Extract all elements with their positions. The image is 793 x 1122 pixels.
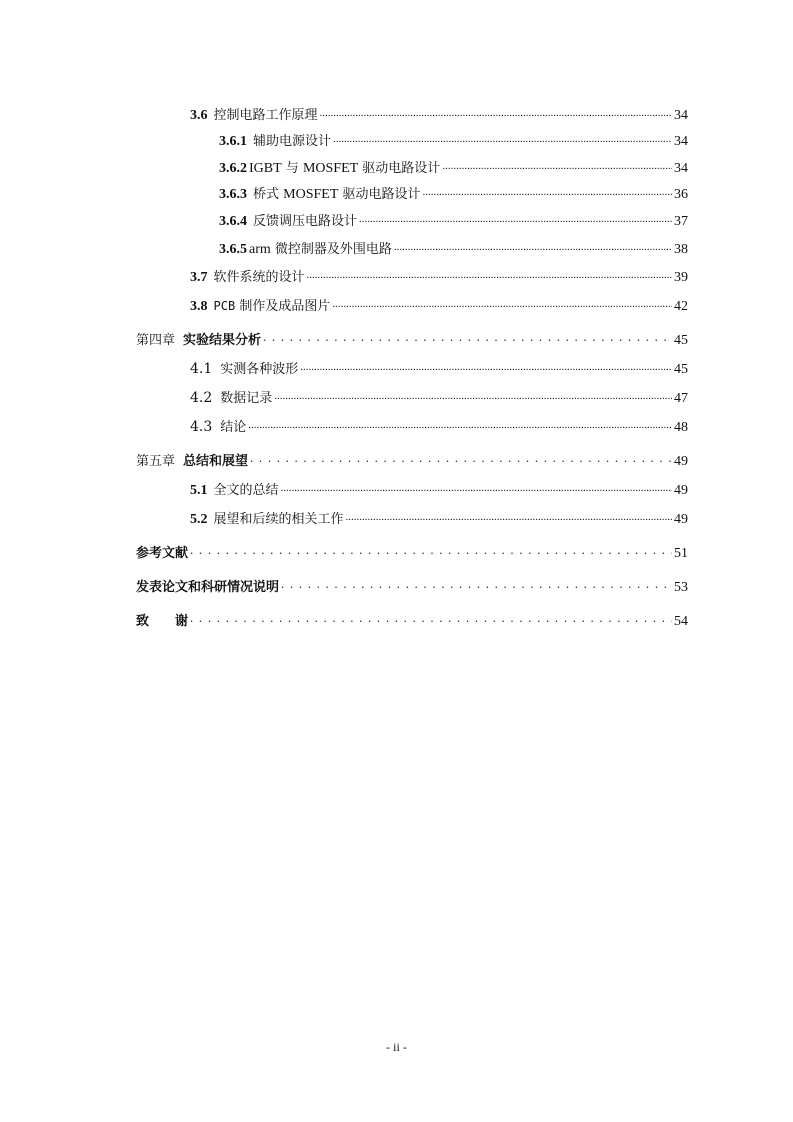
toc-number: 3.6.4 [219, 214, 247, 229]
chapter-title: 致 谢 [136, 614, 189, 629]
toc-title: 数据记录 [220, 391, 273, 406]
page-footer-number: - ii - [386, 1040, 407, 1054]
toc-title-part: IGBT [249, 161, 282, 176]
toc-title-part: MOSFET [302, 161, 359, 176]
toc-entry-3-6-2[interactable] [219, 159, 688, 178]
toc-entry-3-6-4[interactable] [219, 212, 688, 231]
toc-number: 3.7 [190, 270, 208, 285]
dot-leader [263, 328, 672, 346]
toc-page-number: 37 [674, 214, 688, 229]
toc-number: 4.1 [190, 361, 213, 377]
toc-entry-3-6[interactable] [190, 106, 688, 125]
dot-leader [190, 541, 672, 559]
dot-leader [307, 265, 672, 284]
toc-page-number: 45 [674, 333, 688, 348]
toc-entry-3-6-3[interactable] [219, 185, 688, 204]
toc-title: 反馈调压电路设计 [253, 214, 358, 229]
toc-acknowledgements[interactable] [136, 612, 688, 631]
dot-leader [300, 357, 672, 376]
toc-page-number: 49 [674, 512, 688, 527]
toc-title [249, 160, 440, 178]
toc-page-number: 34 [674, 134, 688, 149]
toc-page-number: 34 [674, 161, 688, 176]
toc-entry-3-6-1[interactable] [219, 132, 688, 151]
dot-leader [423, 182, 672, 201]
dot-leader [248, 415, 672, 434]
toc-title [249, 241, 392, 259]
dot-leader [394, 237, 672, 256]
toc-number: 5.1 [190, 483, 208, 498]
toc-page-number: 45 [674, 362, 688, 377]
toc-title [253, 186, 421, 204]
dot-leader [320, 103, 672, 122]
toc-title-part: arm [249, 242, 271, 257]
chapter-prefix: 第四章 [136, 333, 176, 348]
toc-number: 3.6.1 [219, 134, 247, 149]
toc-entry-5-2[interactable] [190, 510, 688, 529]
toc-entry-4-2[interactable] [190, 389, 688, 408]
chapter-title: 总结和展望 [183, 454, 249, 469]
toc-title: 控制电路工作原理 [213, 108, 318, 123]
toc-title: 实测各种波形 [220, 362, 299, 377]
toc-number: 4.2 [190, 390, 213, 406]
toc-page-number: 34 [674, 108, 688, 123]
toc-title: 辅助电源设计 [253, 134, 332, 149]
toc-page-number: 39 [674, 270, 688, 285]
toc-entry-5-1[interactable] [190, 481, 688, 500]
toc-title: 软件系统的设计 [213, 270, 305, 285]
dot-leader [250, 449, 672, 467]
toc-title: 全文的总结 [213, 483, 279, 498]
toc-number: 5.2 [190, 512, 208, 527]
dot-leader [281, 575, 672, 593]
toc-page-number: 49 [674, 483, 688, 498]
chapter-prefix: 第五章 [136, 454, 176, 469]
toc-title: 结论 [220, 420, 247, 435]
chapter-title: 参考文献 [136, 546, 189, 561]
toc-entry-3-8[interactable] [190, 297, 688, 316]
dot-leader [333, 129, 672, 148]
toc-title: 展望和后续的相关工作 [213, 512, 344, 527]
toc-title-part: 制作及成品图片 [235, 299, 331, 314]
dot-leader [332, 294, 672, 313]
toc-page-number: 49 [674, 454, 688, 469]
chapter-title: 发表论文和科研情况说明 [136, 580, 280, 595]
toc-title-part: PCB [213, 299, 236, 313]
toc-entry-3-7[interactable] [190, 268, 688, 287]
toc-entry-3-6-5[interactable] [219, 240, 688, 259]
toc-title-part: 驱动电路设计 [358, 161, 441, 176]
toc-number: 3.8 [190, 299, 208, 314]
toc-title-part: 桥式 [253, 187, 284, 202]
dot-leader [346, 507, 672, 526]
toc-page-number: 54 [674, 614, 688, 629]
chapter-title: 实验结果分析 [183, 333, 262, 348]
dot-leader [274, 386, 672, 405]
toc-entry-4-3[interactable] [190, 418, 688, 437]
toc-page-number: 36 [674, 187, 688, 202]
dot-leader [442, 156, 672, 175]
toc-title [214, 297, 331, 316]
toc-page-number: 38 [674, 242, 688, 257]
toc-chapter-4[interactable] [136, 331, 688, 350]
dot-leader [190, 609, 672, 627]
toc-entry-4-1[interactable] [190, 360, 688, 379]
toc-page-number: 53 [674, 580, 688, 595]
toc-number: 3.6.5 [219, 242, 247, 257]
toc-page-number: 47 [674, 391, 688, 406]
toc-page-number: 48 [674, 420, 688, 435]
toc-number: 4.3 [190, 419, 213, 435]
toc-chapter-5[interactable] [136, 452, 688, 471]
toc-number: 3.6.2 [219, 161, 247, 176]
toc-page-number: 42 [674, 299, 688, 314]
toc-title-part: 微控制器及外围电路 [270, 242, 392, 257]
toc-number: 3.6 [190, 108, 208, 123]
dot-leader [281, 478, 672, 497]
toc-number: 3.6.3 [219, 187, 247, 202]
toc-references[interactable] [136, 544, 688, 563]
toc-title-part: 驱动电路设计 [338, 187, 421, 202]
toc-publications[interactable] [136, 578, 688, 597]
toc-title-part: MOSFET [283, 187, 339, 202]
toc-page-number: 51 [674, 546, 688, 561]
toc-title-part: 与 [281, 161, 303, 176]
dot-leader [359, 209, 672, 228]
